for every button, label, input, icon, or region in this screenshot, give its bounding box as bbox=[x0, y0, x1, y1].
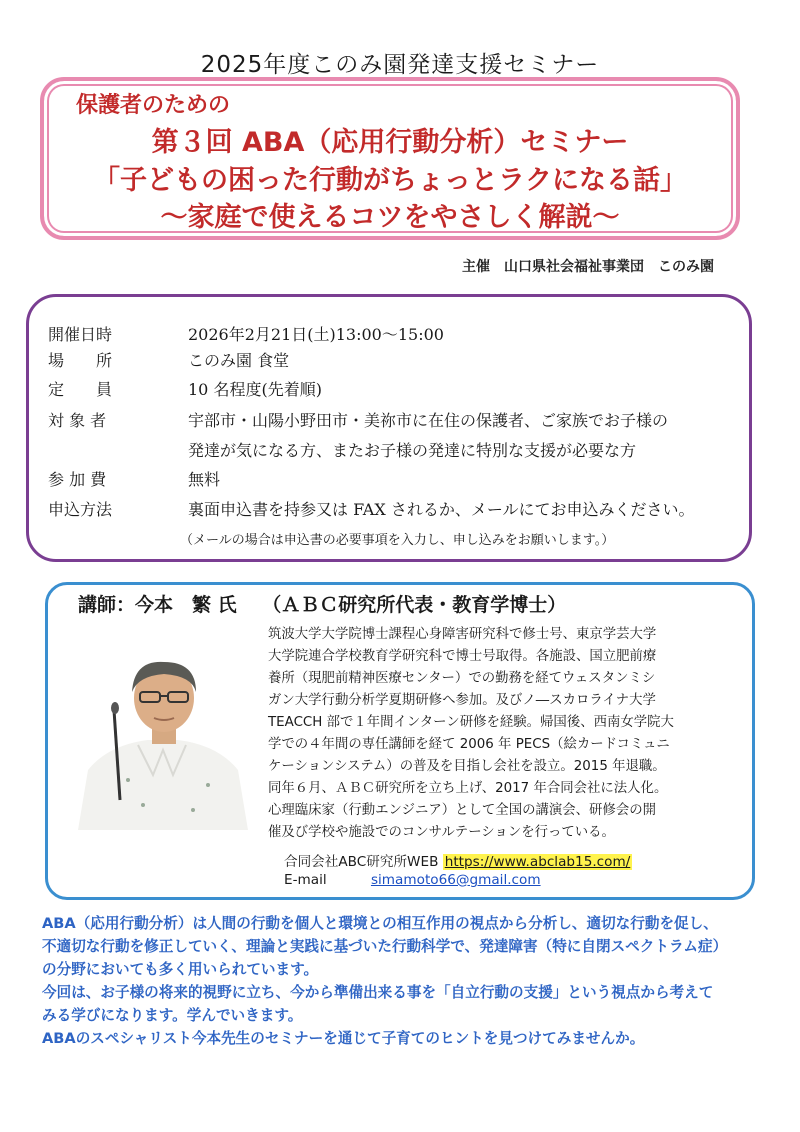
website-label: 合同会社ABC研究所WEB bbox=[284, 854, 439, 870]
detail-value: このみ園 食堂 bbox=[188, 351, 290, 370]
apply-note: （メールの場合は申込書の必要事項を入力し、申し込みをお願いします。） bbox=[180, 533, 615, 548]
organizer: 主催 山口県社会福祉事業団 このみ園 bbox=[462, 259, 714, 275]
description-line: 今回は、お子様の将来的視野に立ち、今から準備出来る事を「自立行動の支援」という視点から考えて bbox=[42, 984, 714, 1001]
seminar-tagline: 〜家庭で使えるコツをやさしく解説〜 bbox=[160, 202, 620, 233]
detail-label: 場 所 bbox=[48, 351, 113, 370]
lecturer-photo bbox=[68, 650, 258, 830]
detail-value: 10 名程度(先着順) bbox=[188, 380, 322, 399]
detail-row-fee bbox=[48, 467, 221, 490]
email-row bbox=[284, 872, 541, 888]
detail-row-date bbox=[48, 322, 444, 345]
email-label: E-mail bbox=[284, 872, 327, 888]
audience-subtitle: 保護者のための bbox=[76, 93, 231, 118]
description-line: ABA（応用行動分析）は人間の行動を個人と環境との相互作用の視点から分析し、適切な行動を促し、 bbox=[42, 915, 718, 932]
detail-label: 開催日時 bbox=[48, 325, 113, 344]
description-line: ABAのスペシャリスト今本先生のセミナーを通じて子育てのヒントを見つけてみませんか。 bbox=[42, 1030, 645, 1047]
bio-line: 養所（現肥前精神医療センター）での勤務を経てウェスタンミシ bbox=[268, 671, 656, 686]
bio-line: 同年６月、ＡＢＣ研究所を立ち上げ、2017 年合同会社に法人化。 bbox=[268, 781, 668, 796]
seminar-series-title: 2025年度このみ園発達支援セミナー bbox=[200, 52, 600, 78]
detail-row-apply bbox=[48, 497, 695, 520]
detail-label: 定 員 bbox=[48, 380, 113, 399]
bio-line: 心理臨床家（行動エンジニア）として全国の講演会、研修会の開 bbox=[268, 803, 656, 818]
bio-line: ケーションシステム）の普及を目指し会社を設立。2015 年退職。 bbox=[268, 759, 666, 774]
detail-value: 発達が気になる方、またお子様の発達に特別な支援が必要な方 bbox=[188, 441, 637, 460]
bio-line: 大学院連合学校教育学研究科で博士号取得。各施設、国立肥前療 bbox=[268, 649, 657, 664]
lecturer-bio bbox=[268, 624, 746, 844]
detail-value: 宇部市・山陽小野田市・美祢市に在住の保護者、ご家族でお子様の bbox=[188, 411, 669, 430]
bio-line: 催及び学校や施設でのコンサルテーションを行っている。 bbox=[268, 825, 615, 840]
detail-row-capacity bbox=[48, 377, 322, 400]
aba-description bbox=[42, 912, 772, 1050]
seminar-theme: 「子どもの困った行動がちょっとラクになる話」 bbox=[93, 165, 687, 196]
detail-row-target-cont bbox=[48, 438, 637, 460]
detail-value: 2026年2月21日(土)13:00～15:00 bbox=[188, 325, 444, 344]
description-line: みる学びになります。学んでいきます。 bbox=[42, 1007, 303, 1024]
bio-line: TEACCH 部で１年間インターン研修を経験。帰国後、西南女学院大 bbox=[268, 715, 674, 730]
bio-line: 学での４年間の専任講師を経て 2006 年 PECS（絵カードコミュニ bbox=[268, 737, 670, 752]
bio-line: ガン大学行動分析学夏期研修へ参加。及びノ―スカロライナ大学 bbox=[268, 693, 656, 708]
email-link[interactable]: simamoto66@gmail.com bbox=[370, 872, 541, 888]
detail-row-place bbox=[48, 348, 290, 371]
description-line: 不適切な行動を修正していく、理論と実践に基づいた行動科学で、発達障害（特に自閉スペクトラム症） bbox=[42, 938, 728, 955]
detail-row-target bbox=[48, 408, 669, 431]
detail-label: 申込方法 bbox=[48, 500, 113, 519]
bio-line: 筑波大学大学院博士課程心身障害研究科で修士号、東京学芸大学 bbox=[268, 627, 657, 642]
lecturer-title: 講師：今本 繁 氏 （ＡＢＣ研究所代表・教育学博士） bbox=[78, 594, 567, 616]
website-link[interactable]: https://www.abclab15.com/ bbox=[444, 854, 631, 870]
description-line: の分野においても多く用いられています。 bbox=[42, 961, 319, 978]
seminar-title: 第３回 ABA（応用行動分析）セミナー bbox=[151, 127, 629, 158]
detail-label: 参 加 費 bbox=[48, 470, 107, 489]
detail-value: 裏面申込書を持参又は FAX されるか、メールにてお申込みください。 bbox=[188, 500, 695, 519]
website-row bbox=[284, 850, 632, 870]
detail-value: 無料 bbox=[188, 470, 221, 489]
detail-label: 対 象 者 bbox=[48, 411, 107, 430]
